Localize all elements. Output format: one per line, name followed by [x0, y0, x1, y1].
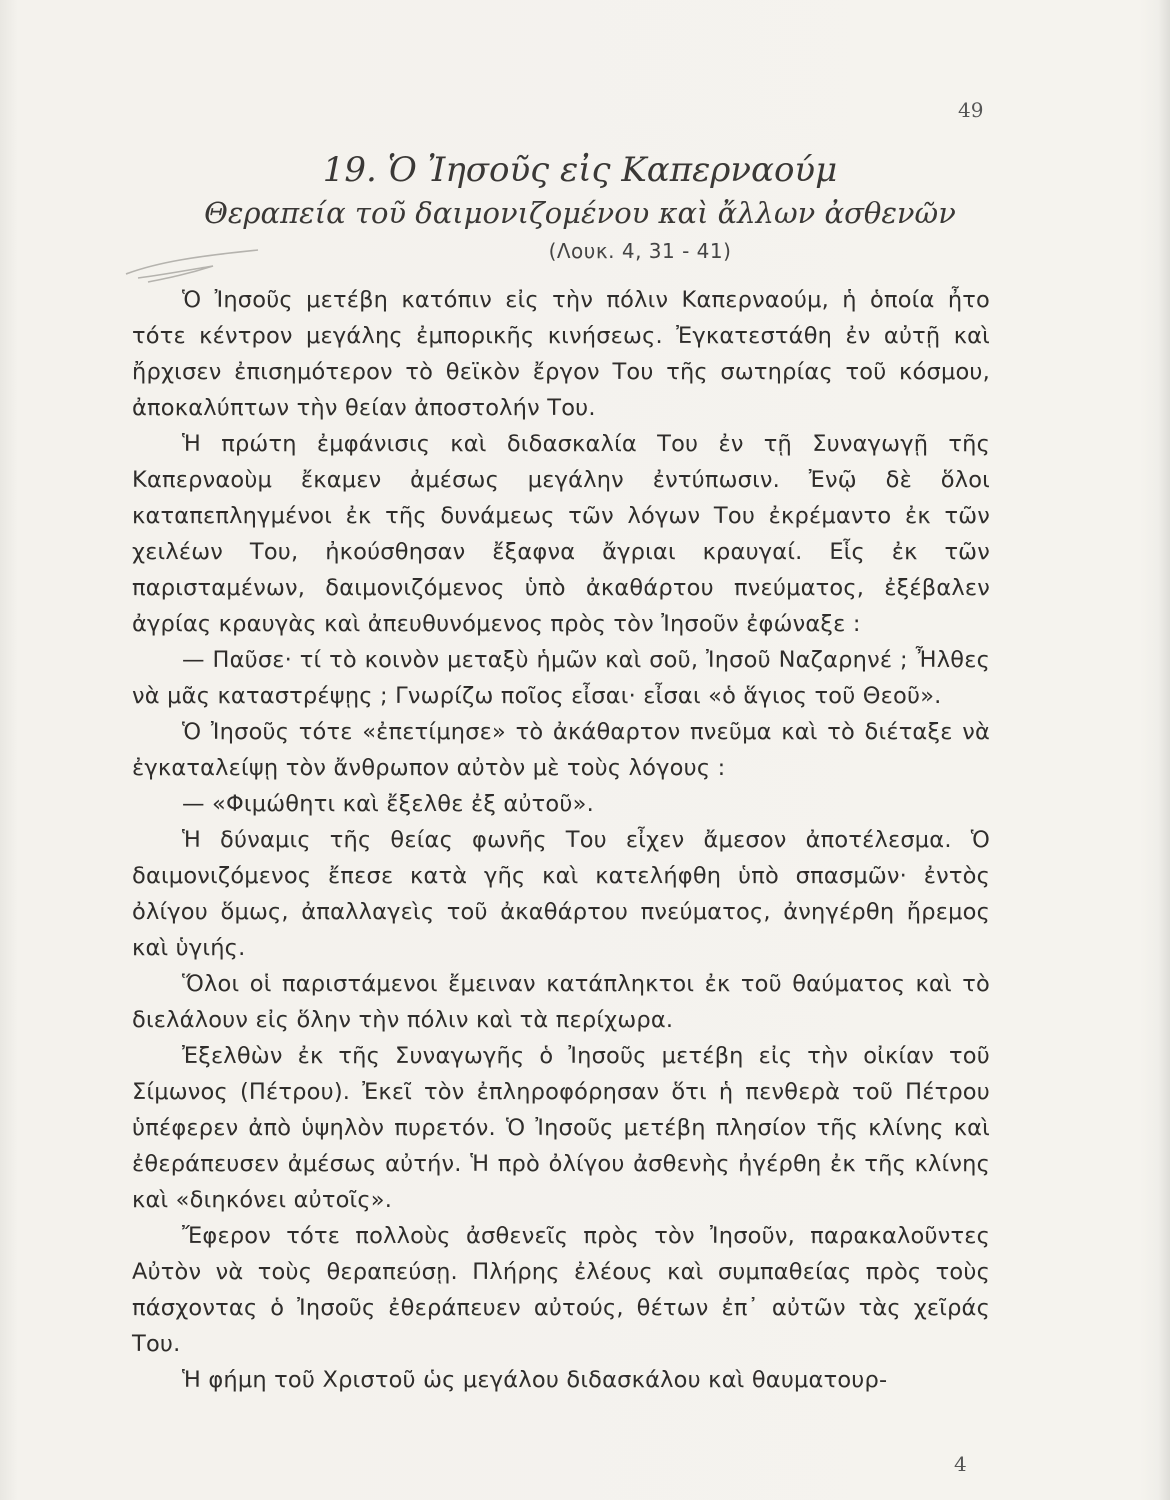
page-number: 49: [958, 98, 984, 122]
dialog-paragraph: — «Φιμώθητι καὶ ἔξελθε ἐξ αὐτοῦ».: [182, 791, 594, 817]
signature-number: 4: [954, 1452, 967, 1476]
chapter-title: 19. Ὁ Ἰησοῦς εἰς Καπερναούμ: [322, 150, 838, 190]
paragraph: Ἡ φήμη τοῦ Χριστοῦ ὡς μεγάλου διδασκάλου καὶ θαυματουρ-: [182, 1367, 888, 1393]
dialog-paragraph: — Παῦσε· τί τὸ κοινὸν μεταξὺ ἡμῶν καὶ σοῦ, Ἰησοῦ Ναζαρηνέ ; Ἦλθες νὰ μᾶς καταστρέψῃς ; Γνωρίζω ποῖος εἶσαι· εἶσαι «ὁ ἅγιος τοῦ Θεοῦ».: [132, 647, 990, 709]
paragraph: Ἐξελθὼν ἐκ τῆς Συναγωγῆς ὁ Ἰησοῦς μετέβη εἰς τὴν οἰκίαν τοῦ Σίμωνος (Πέτρου). Ἐκεῖ τὸν ἐπληροφόρησαν ὅτι ἡ πενθερὰ τοῦ Πέτρου ὑπέφερεν ἀπὸ ὑψηλὸν πυρετόν. Ὁ Ἰησοῦς μετέβη πλησίον τῆς κλίνης καὶ ἐθεράπευσεν ἀμέσως αὐτήν. Ἡ πρὸ ὀλίγου ἀσθενὴς ἠγέρθη ἐκ τῆς κλίνης καὶ «διηκόνει αὐτοῖς».: [132, 1043, 990, 1213]
body-text: [132, 282, 990, 1398]
paragraph: Ἔφερον τότε πολλοὺς ἀσθενεῖς πρὸς τὸν Ἰησοῦν, παρακαλοῦντες Αὐτὸν νὰ τοὺς θεραπεύσῃ. Πλήρης ἐλέους καὶ συμπαθείας πρὸς τοὺς πάσχοντας ὁ Ἰησοῦς ἐθεράπευεν αὐτούς, θέτων ἐπ᾽ αὐτῶν τὰς χεῖράς Του.: [132, 1223, 990, 1357]
paragraph: Ὁ Ἰησοῦς τότε «ἐπετίμησε» τὸ ἀκάθαρτον πνεῦμα καὶ τὸ διέταξε νὰ ἐγκαταλείψῃ τὸν ἄνθρωπον αὐτὸν μὲ τοὺς λόγους :: [132, 719, 990, 781]
scripture-reference: (Λουκ. 4, 31 - 41): [548, 239, 732, 263]
paragraph: Ὅλοι οἱ παριστάμενοι ἔμειναν κατάπληκτοι ἐκ τοῦ θαύματος καὶ τὸ διελάλουν εἰς ὅλην τὴν πόλιν καὶ τὰ περίχωρα.: [132, 971, 990, 1033]
chapter-heading: [180, 148, 980, 268]
chapter-subtitle: Θεραπεία τοῦ δαιμονιζομένου καὶ ἄλλων ἀσθενῶν: [204, 196, 956, 230]
paragraph: Ἡ πρώτη ἐμφάνισις καὶ διδασκαλία Του ἐν τῇ Συναγωγῇ τῆς Καπερναοὺμ ἔκαμεν ἀμέσως μεγάλην ἐντύπωσιν. Ἐνῷ δὲ ὅλοι καταπεπληγμένοι ἐκ τῆς δυνάμεως τῶν λόγων Του ἐκρέμαντο ἐκ τῶν χειλέων Του, ἠκούσθησαν ἔξαφνα ἄγριαι κραυγαί. Εἷς ἐκ τῶν παρισταμένων, δαιμονιζόμενος ὑπὸ ἀκαθάρτου πνεύματος, ἐξέβαλεν ἀγρίας κραυγὰς καὶ ἀπευθυνόμενος πρὸς τὸν Ἰησοῦν ἐφώναξε :: [132, 431, 990, 637]
paragraph: Ἡ δύναμις τῆς θείας φωνῆς Του εἶχεν ἄμεσον ἀποτέλεσμα. Ὁ δαιμονιζόμενος ἔπεσε κατὰ γῆς καὶ κατελήφθη ὑπὸ σπασμῶν· ἐντὸς ὀλίγου ὅμως, ἀπαλλαγεὶς τοῦ ἀκαθάρτου πνεύματος, ἀνηγέρθη ἤρεμος καὶ ὑγιής.: [132, 827, 990, 961]
page-edge-shadow: [1158, 0, 1170, 1500]
paragraph: Ὁ Ἰησοῦς μετέβη κατόπιν εἰς τὴν πόλιν Καπερναούμ, ἡ ὁποία ἦτο τότε κέντρον μεγάλης ἐμπορικῆς κινήσεως. Ἐγκατεστάθη ἐν αὐτῇ καὶ ἤρχισεν ἐπισημότερον τὸ θεϊκὸν ἔργον Του τῆς σωτηρίας τοῦ κόσμου, ἀποκαλύπτων τὴν θείαν ἀποστολήν Του.: [132, 287, 990, 421]
